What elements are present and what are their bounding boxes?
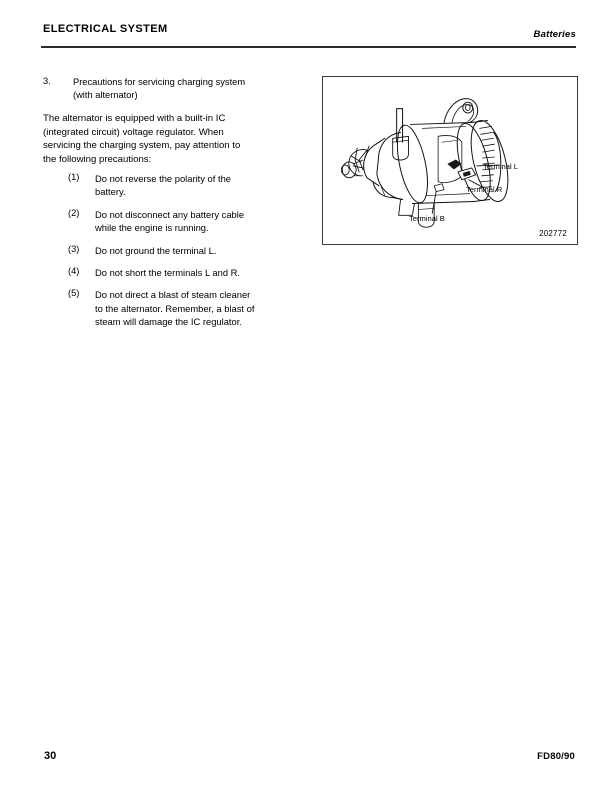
figure-callout-terminal-l: Terminal L [483, 162, 519, 171]
header-divider [41, 46, 576, 48]
list-item-text [95, 208, 298, 235]
footer-page-number: 30 [44, 750, 57, 762]
list-item [68, 244, 298, 257]
alternator-illustration [323, 77, 577, 244]
figure-alternator [322, 76, 578, 245]
list-item-text [95, 172, 298, 199]
list-item [68, 172, 298, 199]
list-item [68, 208, 298, 235]
list-item-line-1: Do not disconnect any battery cable [95, 208, 245, 220]
intro-line-2: (integrated circuit) voltage regulator. When [43, 126, 224, 138]
section-heading [43, 76, 303, 102]
footer-model-designation: FD80/90 [537, 751, 575, 762]
list-item-line-3: steam will damage the IC regulator. [95, 316, 242, 328]
list-item-text [95, 266, 298, 279]
figure-callout-terminal-r: Terminal R [466, 185, 503, 194]
list-item-line-2: while the engine is running. [95, 222, 209, 234]
section-heading-text [73, 76, 303, 102]
section-heading-line-2: (with alternator) [73, 90, 138, 101]
list-item-marker: (2) [68, 207, 80, 218]
list-item-line-1: Do not short the terminals L and R. [95, 267, 241, 279]
list-item [68, 288, 298, 328]
figure-number: 202772 [539, 229, 567, 238]
list-item-marker: (1) [68, 172, 80, 182]
page-header-subject: Batteries [533, 29, 576, 40]
list-item-line-1: Do not ground the terminal L. [95, 244, 217, 256]
list-item-marker: (5) [68, 288, 80, 299]
section-number: 3. [43, 76, 51, 86]
list-item-text [95, 244, 298, 257]
page-header-title: ELECTRICAL SYSTEM [43, 23, 168, 35]
list-item [68, 266, 298, 279]
list-item-line-2: battery. [95, 186, 126, 198]
list-item-line-1: Do not reverse the polarity of the [95, 173, 232, 184]
intro-line-3: servicing the charging system, pay attention to [43, 140, 241, 152]
list-item-line-2: to the alternator. Remember, a blast of [95, 302, 255, 314]
list-item-marker: (4) [68, 266, 80, 277]
list-item-text [95, 288, 298, 328]
list-item-marker: (3) [68, 243, 80, 254]
intro-paragraph [43, 112, 301, 166]
section-heading-line-1: Precautions for servicing charging system [73, 77, 246, 87]
list-item-line-1: Do not direct a blast of steam cleaner [95, 289, 251, 301]
intro-line-4: the following precautions: [43, 153, 152, 165]
precaution-list [68, 172, 298, 338]
intro-line-1: The alternator is equipped with a built-in IC [43, 113, 226, 124]
figure-callout-terminal-b: Terminal B [409, 214, 445, 223]
